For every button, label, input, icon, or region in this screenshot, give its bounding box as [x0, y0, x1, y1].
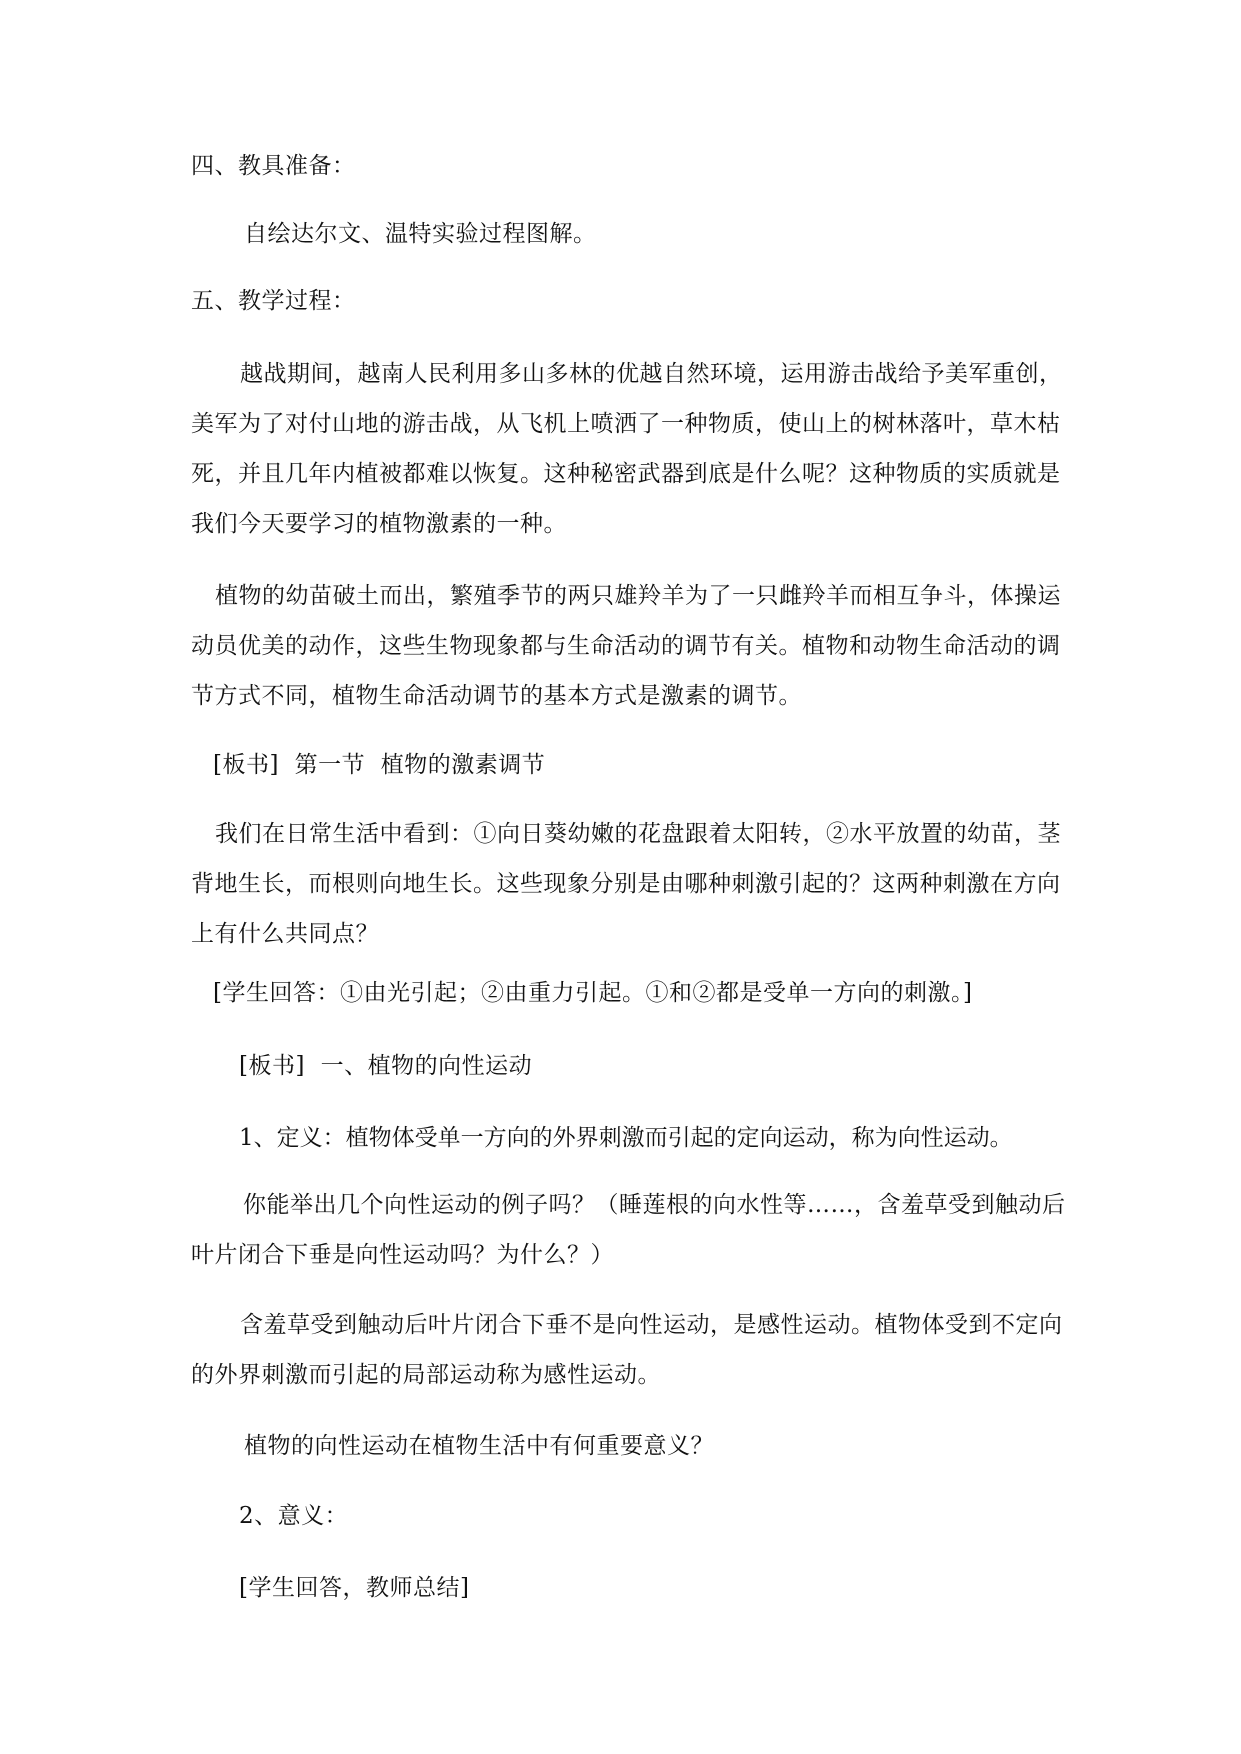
section4-heading: 四、教具准备：	[191, 153, 356, 179]
definition: 1、定义：植物体受单一方向的外界刺激而引起的定向运动，称为向性运动。	[239, 1125, 1013, 1151]
board-section-title: [板书] 第一节 植物的激素调节	[213, 752, 546, 778]
significance-question: 植物的向性运动在植物生活中有何重要意义？	[244, 1433, 714, 1459]
regulation-paragraph: 植物的幼苗破土而出，繁殖季节的两只雄羚羊为了一只雌羚羊而相互争斗，体操运动员优美的动作，这些生物现象都与生命活动的调节有关。植物和动物生命活动的调节方式不同，植物生命活动调节的基本方式是激素的调节。	[191, 583, 1061, 709]
student-answer-2: [学生回答，教师总结]	[239, 1575, 470, 1601]
significance-heading: 2、意义：	[239, 1503, 349, 1529]
section4-content: 自绘达尔文、温特实验过程图解。	[244, 221, 597, 247]
section5-heading: 五、教学过程：	[191, 288, 356, 314]
examples-question: 你能举出几个向性运动的例子吗？（睡莲根的向水性等……，含羞草受到触动后叶片闭合下垂是向性运动吗？为什么？）	[191, 1192, 1066, 1268]
intro-paragraph: 越战期间，越南人民利用多山多林的优越自然环境，运用游击战给予美军重创，美军为了对付山地的游击战，从飞机上喷洒了一种物质，使山上的树林落叶，草木枯死，并且几年内植被都难以恢复。这种秘密武器到底是什么呢？这种物质的实质就是我们今天要学习的植物激素的一种。	[191, 361, 1063, 537]
student-answer-1: [学生回答：①由光引起；②由重力引起。①和②都是受单一方向的刺激。]	[213, 980, 973, 1006]
board-tropism-title: [板书] 一、植物的向性运动	[239, 1053, 533, 1079]
question-paragraph: 我们在日常生活中看到：①向日葵幼嫩的花盘跟着太阳转，②水平放置的幼苗，茎背地生长，而根则向地生长。这些现象分别是由哪种刺激引起的？这两种刺激在方向上有什么共同点？	[191, 821, 1061, 947]
nastic-explanation: 含羞草受到触动后叶片闭合下垂不是向性运动，是感性运动。植物体受到不定向的外界刺激而引起的局部运动称为感性运动。	[191, 1312, 1063, 1388]
